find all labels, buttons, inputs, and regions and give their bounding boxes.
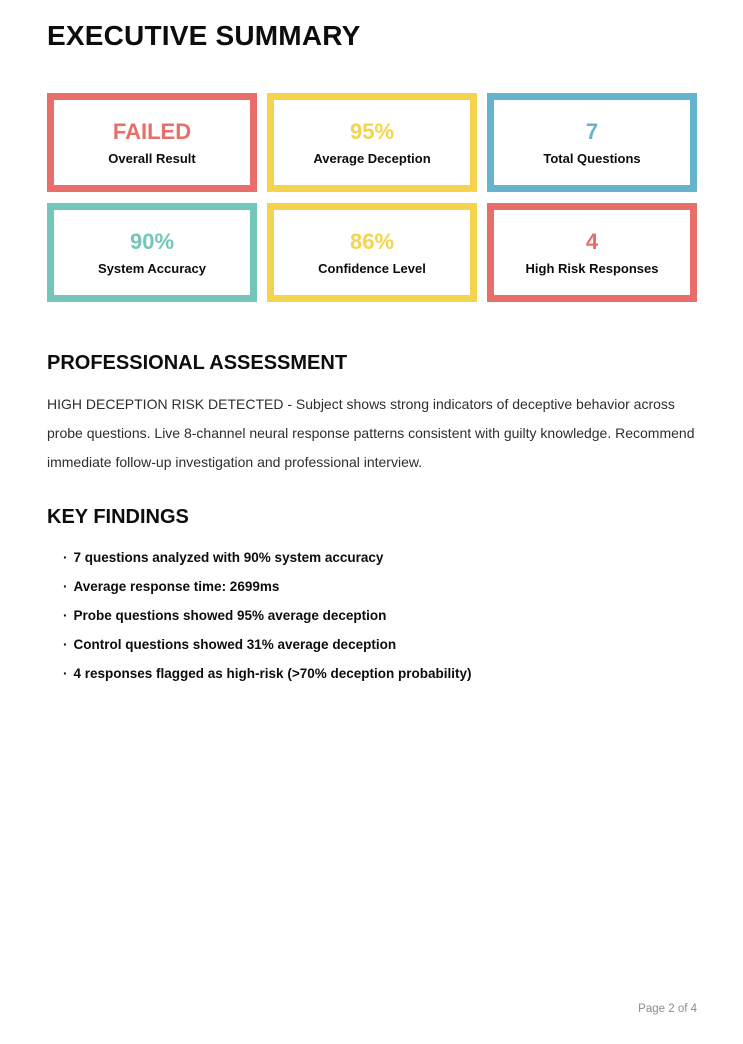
metric-label: Overall Result [108,150,196,166]
page-number: Page 2 of 4 [638,1003,697,1015]
metric-label: High Risk Responses [525,260,659,276]
metric-value: 7 [585,118,599,144]
professional-assessment-body: HIGH DECEPTION RISK DETECTED - Subject shows strong indicators of deceptive behavior across probe questions. Live 8-channel neural response patterns consistent with guilty knowledge. Recommend immediate follow-up investigation and professional interview. [47,396,695,470]
key-findings-section [47,506,697,682]
bullet-dot-icon: · [63,608,68,623]
metric-label: Total Questions [543,150,641,166]
key-finding-item [63,549,697,566]
key-finding-item [63,578,697,595]
metric-card-total-questions [487,93,697,192]
metric-card-overall-result [47,93,257,192]
metric-card-confidence-level [267,203,477,302]
key-finding-text: Control questions showed 31% average deception [73,637,397,652]
metric-cards-grid [47,93,697,302]
key-finding-item [63,607,697,624]
metric-value: 86% [349,228,395,254]
key-finding-item [63,636,697,653]
metric-card-average-deception [267,93,477,192]
page-title: EXECUTIVE SUMMARY [47,20,361,51]
key-finding-text: Probe questions showed 95% average deception [73,608,387,623]
metric-value: 4 [585,228,599,254]
metric-card-system-accuracy [47,203,257,302]
key-finding-item [63,665,697,682]
bullet-dot-icon: · [63,666,68,681]
key-findings-list [47,549,697,682]
metric-label: Confidence Level [318,260,426,276]
metric-value: 95% [349,118,395,144]
metric-value: 90% [129,228,175,254]
key-finding-text: 4 responses flagged as high-risk (>70% deception probability) [73,666,472,681]
key-finding-text: Average response time: 2699ms [73,579,280,594]
metric-value: FAILED [112,118,192,144]
bullet-dot-icon: · [63,637,68,652]
metric-card-high-risk-responses [487,203,697,302]
key-finding-text: 7 questions analyzed with 90% system accuracy [73,550,384,565]
bullet-dot-icon: · [63,579,68,594]
key-findings-heading: KEY FINDINGS [47,506,189,528]
bullet-dot-icon: · [63,550,68,565]
professional-assessment-section [47,352,697,477]
metric-label: Average Deception [313,150,431,166]
metric-label: System Accuracy [98,260,206,276]
professional-assessment-heading: PROFESSIONAL ASSESSMENT [47,352,348,374]
